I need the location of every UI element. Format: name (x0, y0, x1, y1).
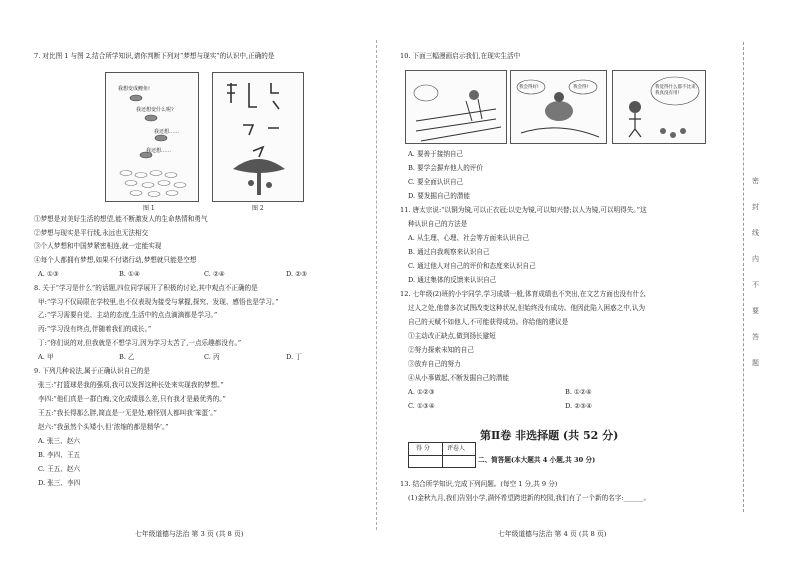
q8-option-c[interactable]: C. 丙 (204, 353, 220, 361)
page-3-footer: 七年级道德与法治 第 3 页 (共 8 页) (135, 530, 244, 538)
q7-statement-4: ④每个人都拥有梦想,如果不付诸行动,梦想就只能是空想 (34, 256, 197, 264)
comic-panel-3 (612, 70, 706, 144)
q11-option-a[interactable]: A. 从生理、心理、社会等方面来认识自己 (408, 234, 530, 242)
q9-option-c[interactable]: C. 王五、赵六 (38, 465, 80, 473)
page-4-footer: 七年级道德与法治 第 4 页 (共 8 页) (498, 530, 607, 538)
seal-char: 要 (752, 307, 759, 315)
comic-bubble-1: 我会得好! (519, 85, 539, 90)
q13-sub-1[interactable]: (1)金秋九月,我们告别小学,满怀希望跨进新的校园,我们有了一个新的名字:______。 (408, 494, 651, 502)
page-divider (376, 40, 377, 530)
figure-1-illustration (106, 73, 198, 201)
comic-panel-2-illustration (511, 71, 606, 143)
q9-option-a[interactable]: A. 张三、赵六 (38, 437, 80, 445)
q8-option-d[interactable]: D. 丁 (286, 353, 302, 361)
figure-2-illustration (213, 73, 303, 201)
q11-stem-line-2: 种认识自己的方法是 (408, 220, 468, 228)
figure-2 (212, 72, 304, 202)
q8-line-bing: 丙:“学习没有终点,伴随着我们的成长。” (38, 325, 152, 333)
q9-line-zhaoliu: 赵六:“我虽然个头矮小,但‘浓缩的都是精华’。” (38, 423, 169, 431)
q7-option-b[interactable]: B. ①④ (119, 270, 140, 278)
seal-char: 线 (752, 229, 759, 237)
q13-stem: 13. 结合所学知识,完成下列问题。(每空 1 分,共 9 分) (400, 480, 558, 488)
seal-char: 题 (752, 359, 759, 367)
q12-statement-3: ③放弃自己的努力 (408, 360, 461, 368)
comic-panel-1 (405, 70, 507, 144)
comic-panel-2 (510, 70, 607, 144)
score-header: 得 分 (416, 445, 430, 452)
q9-option-d[interactable]: D. 张三、李四 (38, 479, 81, 487)
q10-option-a[interactable]: A. 要善于接纳自己 (408, 150, 464, 158)
figure-1-text-4: 我还想…… (146, 148, 172, 154)
q8-line-ding: 丁:“你们说的对,但我就是不想学习,因为学习太苦了,一点乐趣都没有。” (38, 339, 242, 347)
q11-option-b[interactable]: B. 通过自我观察来认识自己 (408, 248, 490, 256)
q8-line-yi: 乙:“学习需要自觉、主动的态度,生活中的点点滴滴都是学习。” (38, 311, 218, 319)
figure-1-text-1: 我想变成鲤鱼! (118, 86, 151, 92)
q7-option-d[interactable]: D. ②③ (286, 270, 308, 278)
q11-stem-line-1: 11. 唐太宗说:“以铜为镜,可以正衣冠;以史为镜,可以知兴替;以人为镜,可以明得失。”这 (400, 206, 647, 214)
comic-panel-3-illustration (613, 71, 705, 143)
q9-line-zhangsan: 张三:“打篮球是我的强项,我可以发挥这种长处来实现我的梦想。” (38, 381, 224, 389)
seal-char: 密 (752, 177, 759, 185)
q11-option-d[interactable]: D. 通过集体的反馈来认识自己 (408, 276, 497, 284)
seal-char: 不 (752, 281, 759, 289)
q10-option-d[interactable]: D. 要发掘自己的潜能 (408, 192, 470, 200)
q11-option-c[interactable]: C. 通过他人对自己的评价和态度来认识自己 (408, 262, 536, 270)
grader-header: 评卷人 (447, 445, 466, 452)
q12-statement-2: ②努力探索未知的自己 (408, 346, 474, 354)
score-table (408, 442, 476, 468)
comic-panel-1-illustration (406, 71, 506, 143)
figure-1-text-3: 我还想…… (154, 129, 180, 135)
figure-1 (105, 72, 199, 202)
q10-option-c[interactable]: C. 要全面认识自己 (408, 178, 464, 186)
q7-statement-1: ①梦想是对美好生活的想望,能不断激发人的生命热情和勇气 (34, 215, 208, 223)
q8-stem: 8. 关于“学习是什么”的话题,四位同学展开了积极的讨论,其中观点不正确的是 (34, 284, 258, 292)
seal-line (743, 42, 744, 512)
q9-stem: 9. 下列几种说法,属于正确认识自己的是 (34, 367, 150, 375)
q7-option-c[interactable]: C. ②④ (204, 270, 225, 278)
q12-statement-1: ①主动改正缺点,做到扬长避短 (408, 332, 496, 340)
q9-option-b[interactable]: B. 李四、王五 (38, 451, 81, 459)
comic-bubble-2: 我会得! (573, 85, 589, 90)
seal-char: 封 (752, 203, 759, 211)
q7-statement-2: ②梦想与现实是平行线,永远也无法相交 (34, 229, 149, 237)
q12-option-c[interactable]: C. ①③④ (408, 402, 435, 410)
q7-option-a[interactable]: A. ①③ (38, 270, 59, 278)
seal-notice (752, 175, 762, 383)
q12-statement-4: ④从小事做起,不断发掘自己的潜能 (408, 374, 510, 382)
q8-option-a[interactable]: A. 甲 (38, 353, 54, 361)
q10-option-b[interactable]: B. 要学会摒弃他人的评价 (408, 164, 483, 172)
q12-stem-line-3: 自己的天赋不如他人,不可能获得成功。你给他的建议是 (408, 318, 569, 326)
q7-statement-3: ③个人梦想和中国梦紧密相连,就一定能实现 (34, 242, 162, 250)
q12-stem-line-1: 12. 七年级(2)班的小宇同学,学习成绩一般,体育成绩也不突出,在文艺方面也没有什么 (400, 290, 646, 298)
q9-line-lisi: 李四:“他们真是一群白痴,文化成绩那么差,只有我才是最优秀的。” (38, 395, 226, 403)
figure-2-label: 图 2 (252, 205, 264, 212)
q12-option-b[interactable]: B. ①②④ (565, 388, 592, 396)
part-2-title: 第Ⅱ卷 非选择题 (共 52 分) (480, 429, 619, 442)
seal-char: 内 (752, 255, 759, 263)
comic-bubble-3: 我觉得什么都不比来,我真没有用! (655, 85, 697, 96)
figure-1-label: 图 1 (143, 205, 155, 212)
q8-option-b[interactable]: B. 乙 (119, 353, 135, 361)
q12-stem-line-2: 过人之处,他曾多次试图改变这种状况,但始终没有成功。他因此陷入困惑之中,认为 (408, 304, 646, 312)
q10-stem: 10. 下面三幅漫画启示我们,在现实生活中 (400, 52, 521, 60)
section-2-heading: 二、简答题(本大题共 4 小题,共 30 分) (478, 456, 596, 464)
seal-char: 答 (752, 333, 759, 341)
q12-option-a[interactable]: A. ①②③ (408, 388, 435, 396)
q8-line-jia: 甲:“学习不仅局限在学校里,也不仅表现为接受与掌握,探究、发现、感悟也是学习。” (38, 298, 279, 306)
figure-1-text-2: 我还想变什么呢? (136, 107, 174, 113)
q12-option-d[interactable]: D. ②③④ (565, 402, 592, 410)
q7-stem: 7. 对比图 1 与图 2,结合所学知识,请你判断下列对“梦想与现实”的认识中,正确的是 (34, 52, 275, 60)
q9-line-wangwu: 王五:“我长得那么胖,简直是一无是处,难怪别人都叫我‘笨蛋’。” (38, 409, 217, 417)
